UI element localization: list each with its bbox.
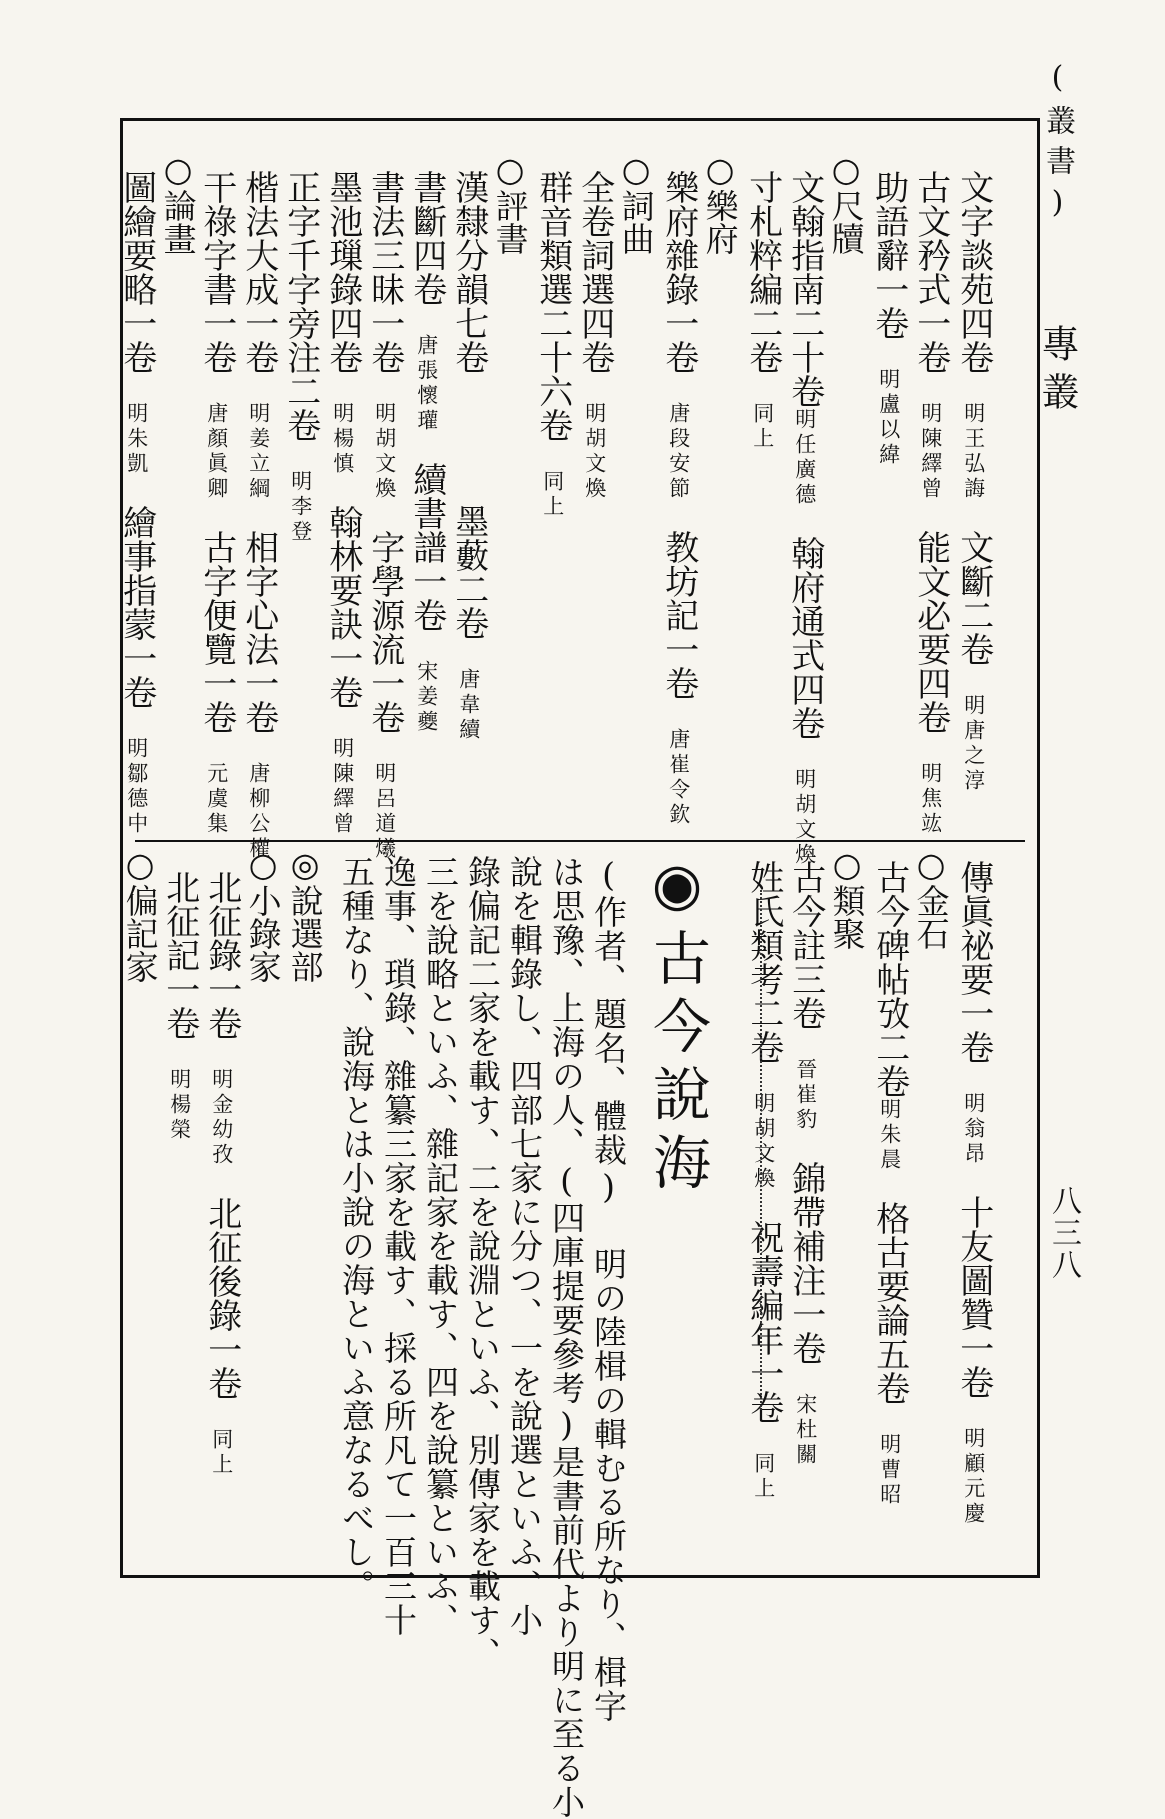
entry-col-14: 書斷四卷唐張懷瓘續書譜一卷宋姜夔 xyxy=(406,170,447,735)
article-line: は思豫、上海の人、(四庫提要參考)是書前代より明に至る小 xyxy=(547,855,586,1819)
section-label: 專叢 xyxy=(1035,324,1079,420)
article-title: ◉古今說海 xyxy=(643,850,711,1200)
category-heading: ○評書 xyxy=(490,150,530,255)
entry-col-16: 墨池璅錄四卷明楊慎翰林要訣一卷明陳繹曾 xyxy=(322,170,363,837)
series-label: (叢書) xyxy=(1040,60,1075,230)
category-heading: ○小錄家 xyxy=(243,845,283,983)
category-heading: ○尺牘 xyxy=(826,150,866,255)
entry-col-8: 樂府雜錄一卷唐段安節教坊記一卷唐崔令欽 xyxy=(658,170,699,828)
dotted-rule xyxy=(760,890,762,1410)
entry-col-11: 群音類選二十六卷同上 xyxy=(532,170,573,520)
article-line: 說を輯錄し、四部七家に分つ、一を說選といふ、小 xyxy=(505,855,544,1637)
category-heading: ◎說選部 xyxy=(285,845,325,983)
entry-col-1: 文字談苑四卷明王弘誨文斷二卷明唐之淳 xyxy=(953,170,994,794)
category-heading: ○金石 xyxy=(911,845,951,950)
entry-col-lr-3: 古今碑帖攷二卷明朱晨格古要論五卷明曹昭 xyxy=(869,860,910,1508)
category-heading: ○類聚 xyxy=(827,845,867,950)
entry-col-15: 書法三昧一卷明胡文煥字學源流一卷明呂道爔 xyxy=(364,170,405,862)
category-heading: ○論畫 xyxy=(158,150,198,255)
article-line: 錄偏記二家を載す、二を說淵といふ、別傳家を載す、 xyxy=(463,855,502,1671)
article-line: 五種なり、說海とは小說の海といふ意なるべし。 xyxy=(337,855,376,1603)
entry-col-lr-5: 古今註三卷晉崔豹錦帶補注一卷宋杜關 xyxy=(785,860,826,1468)
entry-col-17: 正字千字旁注二卷明李登 xyxy=(280,170,321,545)
entry-col-ll-4: 北征記一卷明楊榮 xyxy=(159,870,200,1143)
category-heading: ○樂府 xyxy=(700,150,740,255)
entry-col-ll-3: 北征錄一卷明金幼孜北征後錄一卷同上 xyxy=(201,870,242,1478)
entry-col-19: 干祿字書一卷唐顏眞卿古字便覽一卷元虞集 xyxy=(196,170,237,837)
page-number: 八三八 xyxy=(1046,1185,1081,1281)
entry-col-13: 漢隸分韻七卷墨藪二卷唐韋續 xyxy=(448,170,489,743)
entry-col-lr-6: 姓氏類考二卷明胡文煥祝壽編年一卷同上 xyxy=(743,860,784,1502)
entry-col-lr-1: 傳眞祕要一卷明翁昂十友圖贊一卷明顧元慶 xyxy=(953,860,994,1527)
category-heading: ○詞曲 xyxy=(616,150,656,255)
article-line: 逸事、瑣錄、雜纂三家を載す、採る所凡て一百三十 xyxy=(379,855,418,1637)
entry-col-3: 助語辭一卷明盧以緯 xyxy=(868,170,909,468)
entry-col-10: 全卷詞選四卷明胡文煥 xyxy=(574,170,615,502)
category-heading: ○偏記家 xyxy=(120,845,160,983)
entry-col-18: 楷法大成一卷明姜立綱相字心法一卷唐柳公權 xyxy=(238,170,279,862)
entry-col-2: 古文矜式一卷明陳繹曾能文必要四卷明焦竑 xyxy=(910,170,951,837)
entry-col-21: 圖繪要略一卷明朱凱繪事指蒙一卷明鄒德中 xyxy=(116,170,157,837)
article-line: (作者、題名、體裁) 明の陸楫の輯むる所なり、楫字 xyxy=(589,855,628,1723)
article-line: 三を說略といふ、雜記家を載す、四を說纂といふ、 xyxy=(421,855,460,1637)
entry-col-6: 寸札粹編二卷同上 xyxy=(742,170,783,452)
entry-col-5: 文翰指南二十卷明任廣德翰府通式四卷明胡文煥 xyxy=(784,170,825,868)
